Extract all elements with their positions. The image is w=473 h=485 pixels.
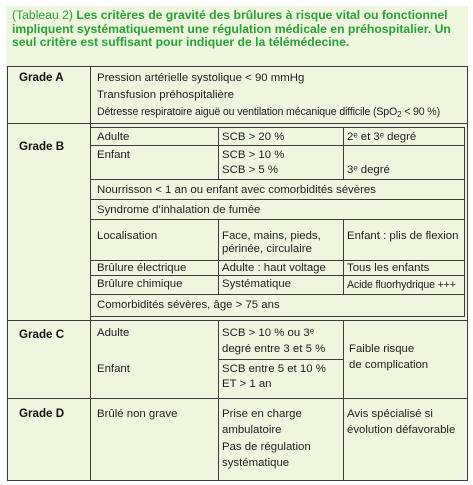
grade-b-localisation: Localisation: [97, 230, 158, 242]
grade-d-label: Grade D: [19, 407, 65, 420]
grade-b-enfant-degre: 3ᵉ degré: [347, 164, 390, 176]
grade-b-chimique-acide: Acide fluorhydrique +++: [347, 279, 456, 291]
grade-c-risque-1: Faible risque: [349, 343, 415, 355]
grade-d-prise-2: ambulatoire: [222, 424, 282, 436]
grade-a-transfusion: Transfusion préhospitalière: [97, 89, 234, 101]
grade-a-detresse: [97, 106, 440, 119]
grade-d-avis-1: Avis spécialisé si: [347, 408, 433, 420]
detresse-text: Détresse respiratoire aiguë ou ventilation mécanique difficile (SpO: [97, 106, 398, 118]
grade-d-brule: Brûlé non grave: [97, 408, 178, 420]
grade-b-comorbidites: Comorbidités sévères, âge > 75 ans: [97, 299, 280, 311]
grade-b-enfant-scb1: SCB > 10 %: [222, 149, 285, 161]
grade-b-localisation-detail: Face, mains, pieds, périnée, circulaire: [222, 230, 321, 255]
detresse-sub: 2: [397, 110, 402, 119]
grade-b-inhalation: Syndrome d’inhalation de fumée: [97, 204, 261, 216]
grade-b-enfant-scb2: SCB > 5 %: [222, 164, 279, 176]
detresse-post: < 90 %): [401, 106, 440, 118]
grade-c-risque-2: de complication: [349, 359, 429, 371]
grade-b-adulte: Adulte: [97, 131, 130, 143]
grade-b-electrique-adulte: Adulte : haut voltage: [222, 262, 326, 274]
grade-c-adulte-detail-2: degré entre 3 et 5 %: [222, 343, 326, 355]
grade-d-prise-4: systématique: [222, 457, 290, 469]
grade-c-adulte-detail-1: SCB > 10 % ou 3ᵉ: [222, 327, 314, 339]
grade-a-label: Grade A: [19, 71, 64, 84]
grade-c-enfant-detail-2: ET > 1 an: [222, 378, 272, 390]
grade-b-nourrisson: Nourrisson < 1 an ou enfant avec comorbidités sévères: [97, 184, 376, 196]
grade-b-adulte-scb: SCB > 20 %: [222, 131, 285, 143]
grade-a-pression: Pression artérielle systolique < 90 mmHg: [97, 72, 305, 84]
grade-c-adulte: Adulte: [97, 327, 130, 339]
grid-line: [7, 480, 467, 481]
grade-b-adulte-degre: 2ᵉ et 3ᵉ degré: [347, 131, 417, 143]
caption-tag: (Tableau 2): [12, 8, 73, 22]
grade-d-prise-3: Pas de régulation: [222, 441, 311, 453]
grade-b-localisation-enfant: Enfant : plis de flexion: [347, 230, 459, 242]
table-caption: [12, 9, 464, 50]
grade-d-avis-2: évolution défavorable: [347, 424, 456, 436]
grade-b-chimique-detail: Systématique: [222, 278, 292, 290]
grade-b-enfant: Enfant: [97, 149, 130, 161]
grade-b-electrique: Brûlure électrique: [97, 262, 187, 274]
grade-b-label: Grade B: [19, 140, 65, 153]
grade-c-enfant-detail-1: SCB entre 5 et 10 %: [222, 363, 326, 375]
grade-c-enfant: Enfant: [97, 363, 130, 375]
caption-title: Les critères de gravité des brûlures à risque vital ou fonctionnel impliquent systématiquement une régulation médicale en préhospitalier. Un seul critère est suffisant pour indiquer de la télémédecine.: [12, 8, 451, 50]
grade-c-label: Grade C: [19, 328, 65, 341]
grade-b-chimique: Brûlure chimique: [97, 278, 183, 290]
grade-b-electrique-enfant: Tous les enfants: [347, 262, 430, 274]
grade-d-prise-1: Prise en charge: [222, 408, 302, 420]
